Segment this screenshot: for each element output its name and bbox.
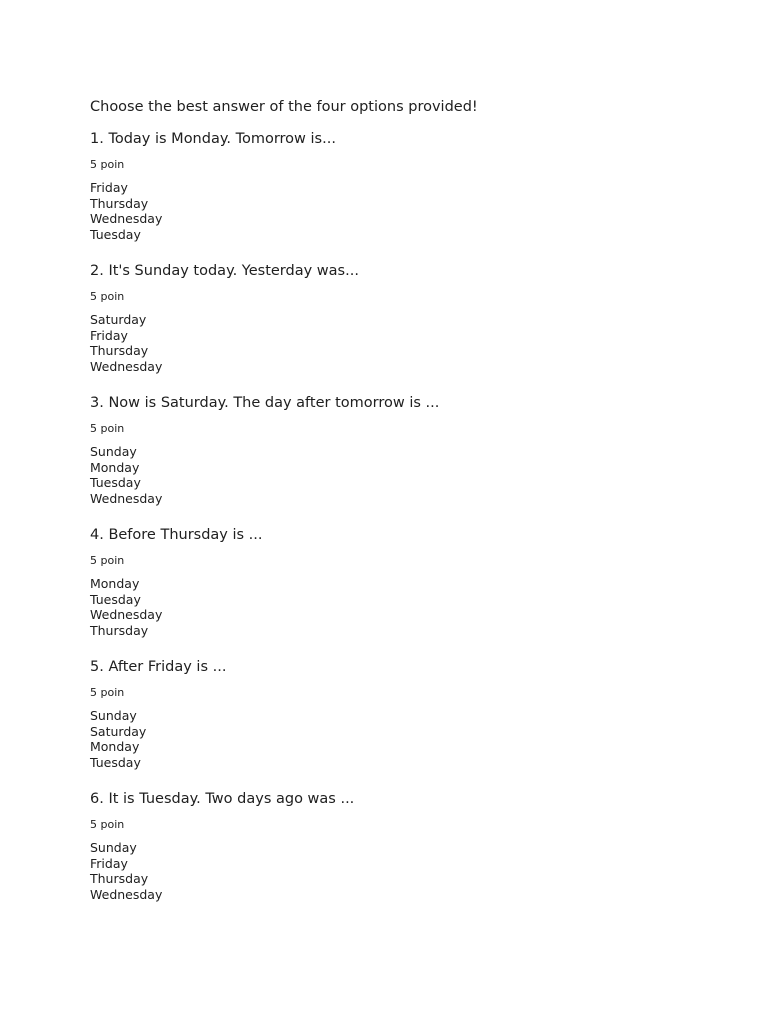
option-list	[90, 180, 730, 243]
question-text: 4. Before Thursday is ...	[90, 527, 263, 543]
answer-option[interactable]: Saturday	[90, 312, 147, 327]
answer-option[interactable]: Friday	[90, 327, 128, 343]
question-3	[90, 392, 730, 524]
answer-option[interactable]: Saturday	[90, 723, 147, 739]
answer-option[interactable]: Wednesday	[90, 211, 163, 227]
answer-option[interactable]: Wednesday	[90, 491, 163, 507]
answer-option[interactable]: Tuesday	[90, 475, 141, 491]
answer-option[interactable]: Monday	[90, 576, 140, 591]
question-text: 6. It is Tuesday. Two days ago was ...	[90, 791, 355, 807]
answer-option[interactable]: Sunday	[90, 840, 137, 855]
question-4	[90, 524, 730, 656]
question-5	[90, 656, 730, 788]
answer-option[interactable]: Tuesday	[90, 755, 141, 771]
answer-option[interactable]: Thursday	[90, 343, 149, 359]
answer-option[interactable]: Wednesday	[90, 359, 163, 375]
answer-option[interactable]: Wednesday	[90, 887, 163, 903]
question-text: 5. After Friday is ...	[90, 659, 227, 675]
answer-option[interactable]: Monday	[90, 459, 140, 475]
quiz-instruction: Choose the best answer of the four options provided!	[90, 99, 478, 115]
answer-option[interactable]: Friday	[90, 855, 128, 871]
answer-option[interactable]: Sunday	[90, 708, 137, 723]
option-list	[90, 576, 730, 639]
question-points: 5 poin	[90, 422, 125, 435]
quiz-page	[90, 96, 730, 920]
answer-option[interactable]: Monday	[90, 739, 140, 755]
question-text: 3. Now is Saturday. The day after tomorrow is ...	[90, 395, 440, 411]
answer-option[interactable]: Wednesday	[90, 607, 163, 623]
question-points: 5 poin	[90, 158, 125, 171]
question-text: 1. Today is Monday. Tomorrow is...	[90, 131, 336, 147]
answer-option[interactable]: Thursday	[90, 623, 149, 639]
question-2	[90, 260, 730, 392]
question-points: 5 poin	[90, 290, 125, 303]
option-list	[90, 840, 730, 903]
question-6	[90, 788, 730, 920]
answer-option[interactable]: Tuesday	[90, 591, 141, 607]
question-1	[90, 128, 730, 260]
question-text: 2. It's Sunday today. Yesterday was...	[90, 263, 359, 279]
question-points: 5 poin	[90, 554, 125, 567]
answer-option[interactable]: Tuesday	[90, 227, 141, 243]
question-points: 5 poin	[90, 818, 125, 831]
answer-option[interactable]: Friday	[90, 180, 128, 195]
answer-option[interactable]: Thursday	[90, 871, 149, 887]
option-list	[90, 708, 730, 771]
question-points: 5 poin	[90, 686, 125, 699]
answer-option[interactable]: Thursday	[90, 195, 149, 211]
option-list	[90, 312, 730, 375]
option-list	[90, 444, 730, 507]
answer-option[interactable]: Sunday	[90, 444, 137, 459]
